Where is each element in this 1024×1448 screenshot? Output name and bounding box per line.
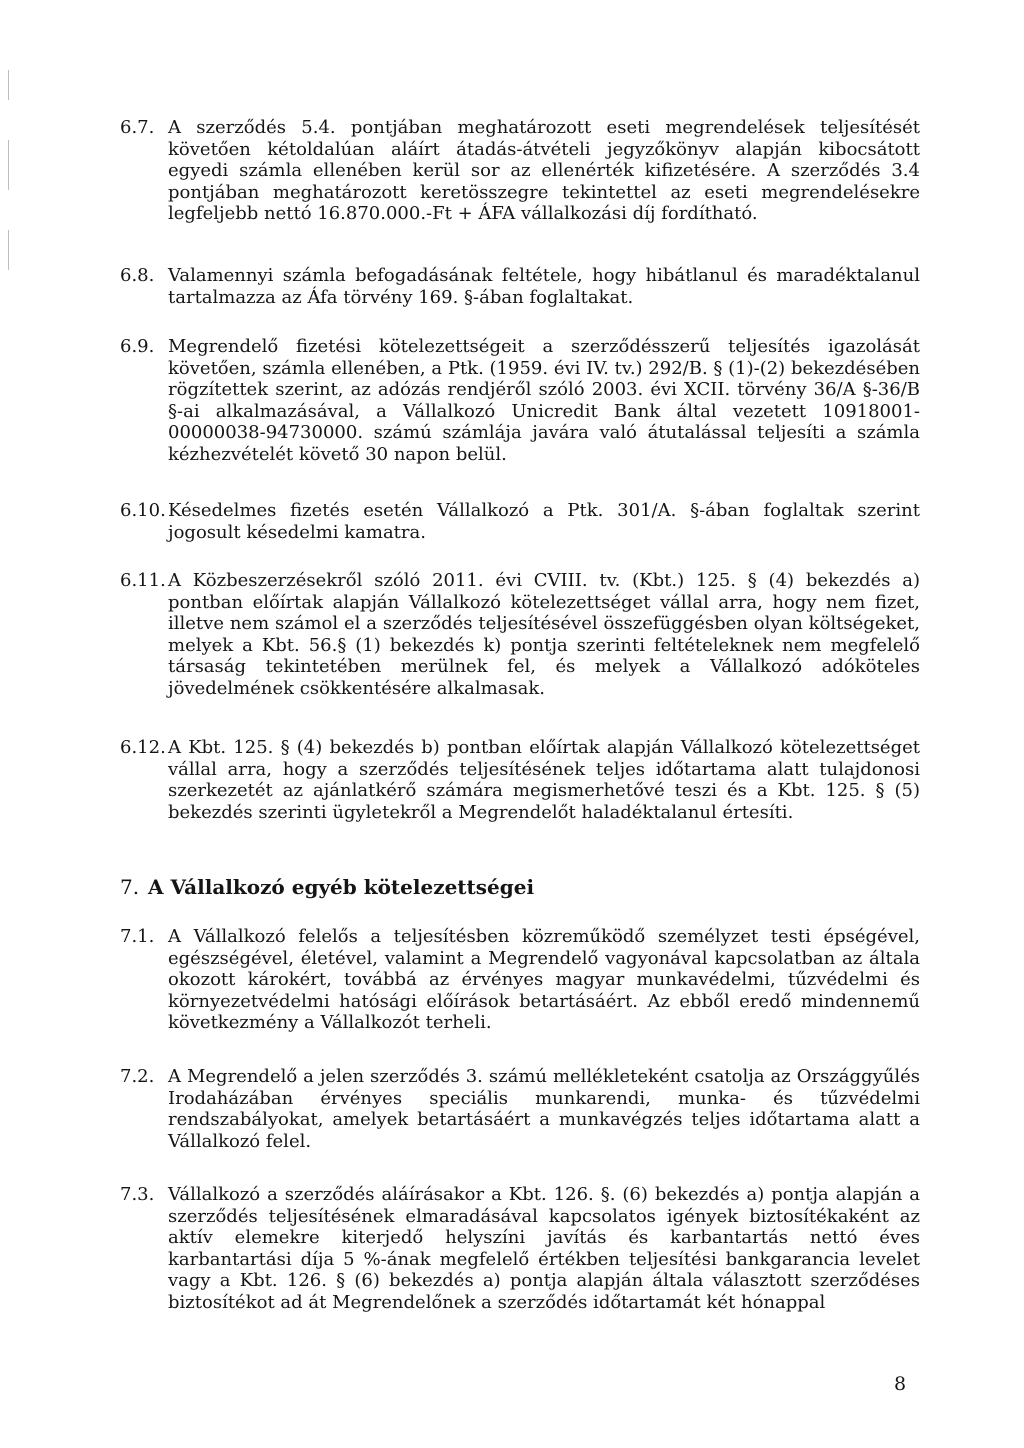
paragraph-6-11 [120,570,920,699]
paragraph-text: A Vállalkozó felelős a teljesítésben közreműködő személyzet testi épségével, egészségével, életével, valamint a Megrendelő vagyonával kapcsolatban az általa okozott károkért, továbbá az érvényes magyar munkavédelmi, tűzvédelmi és környezetvédelmi hatósági előírások betartásáért. Az ebből eredő mindennemű következmény a Vállalkozót terheli. [168,926,920,1033]
paragraph-6-9 [120,336,920,465]
paragraph-number: 6.10. [120,500,166,521]
paragraph-text: A Megrendelő a jelen szerződés 3. számú mellékleteként csatolja az Országgyűlés Irodaházában érvényes speciális munkarendi, munka- és tűzvédelmi rendszabályokat, amelyek betartásáért a munkavégzés teljes időtartama alatt a Vállalkozó felel. [168,1066,920,1152]
scan-edge-mark [8,70,9,100]
scan-edge-mark [8,140,9,190]
paragraph-6-7 [120,117,920,225]
paragraph-number: 7.1. [120,926,155,947]
paragraph-text: A szerződés 5.4. pontjában meghatározott eseti megrendelések teljesítését követően kétoldalúan aláírt átadás-átvételi jegyzőkönyv alapján kibocsátott egyedi számla ellenében kerül sor az ellenérték kifizetésére. A szerződés 3.4 pontjában meghatározott keretösszegre tekintettel az eseti megrendelésekre legfeljebb nettó 16.870.000.-Ft + ÁFA vállalkozási díj fordítható. [168,117,920,224]
page-number: 8 [894,1373,907,1395]
paragraph-7-3 [120,1184,920,1313]
paragraph-number: 6.11. [120,570,166,591]
paragraph-6-12 [120,737,920,823]
paragraph-text: A Közbeszerzésekről szóló 2011. évi CVIII. tv. (Kbt.) 125. § (4) bekezdés a) pontban előírtak alapján Vállalkozó kötelezettséget vállal arra, hogy nem fizet, illetve nem számol el a szerződés teljesítésével összefüggésben olyan költségeket, melyek a Kbt. 56.§ (1) bekezdés k) pontja szerinti feltételeknek nem megfelelő társaság tekintetében merülnek fel, és melyek a Vállalkozó adóköteles jövedelmének csökkentésére alkalmasak. [168,570,920,699]
section-number: 7. [120,875,140,899]
paragraph-number: 7.2. [120,1066,155,1087]
paragraph-number: 6.7. [120,117,155,138]
paragraph-7-1 [120,926,920,1034]
paragraph-text: Vállalkozó a szerződés aláírásakor a Kbt. 126. §. (6) bekezdés a) pontja alapján a szerződés teljesítésének elmaradásával kapcsolatos igények biztosítékaként az aktív elemekre kiterjedő helyszíni javítás és karbantartás nettó éves karbantartási díja 5 %-ának megfelelő értékben teljesítési bankgarancia levelet vagy a Kbt. 126. § (6) bekezdés a) pontja alapján általa választott szerződéses biztosítékot ad át Megrendelőnek a szerződés időtartamát két hónappal [168,1184,920,1313]
section-heading [120,875,534,899]
paragraph-7-2 [120,1066,920,1152]
section-title: A Vállalkozó egyéb kötelezettségei [148,875,535,899]
paragraph-6-10 [120,500,920,543]
paragraph-number: 6.9. [120,336,155,357]
paragraph-text: A Kbt. 125. § (4) bekezdés b) pontban előírtak alapján Vállalkozó kötelezettséget vállal arra, hogy a szerződés teljesítésének teljes időtartama alatt tulajdonosi szerkezetét az ajánlatkérő számára megismerhetővé teszi és a Kbt. 125. § (5) bekezdés szerinti ügyletekről a Megrendelőt haladéktalanul értesíti. [168,737,920,823]
paragraph-6-8 [120,265,920,308]
paragraph-number: 6.12. [120,737,166,758]
paragraph-text: Valamennyi számla befogadásának feltétele, hogy hibátlanul és maradéktalanul tartalmazza az Áfa törvény 169. §-ában foglaltakat. [168,265,920,308]
scan-edge-mark [8,230,9,270]
paragraph-text: Megrendelő fizetési kötelezettségeit a szerződésszerű teljesítés igazolását követően, számla ellenében, a Ptk. (1959. évi IV. tv.) 292/B. § (1)-(2) bekezdésében rögzítettek szerint, az adózás rendjéről szóló 2003. évi XCII. törvény 36/A §-36/B §-ai alkalmazásával, a Vállalkozó Unicredit Bank által vezetett 10918001-00000038-94730000. számú számlája javára való átutalással teljesíti a számla kézhezvételét követő 30 napon belül. [168,336,920,465]
paragraph-number: 7.3. [120,1184,155,1205]
paragraph-number: 6.8. [120,265,155,286]
paragraph-text: Késedelmes fizetés esetén Vállalkozó a Ptk. 301/A. §-ában foglaltak szerint jogosult késedelmi kamatra. [168,500,920,543]
